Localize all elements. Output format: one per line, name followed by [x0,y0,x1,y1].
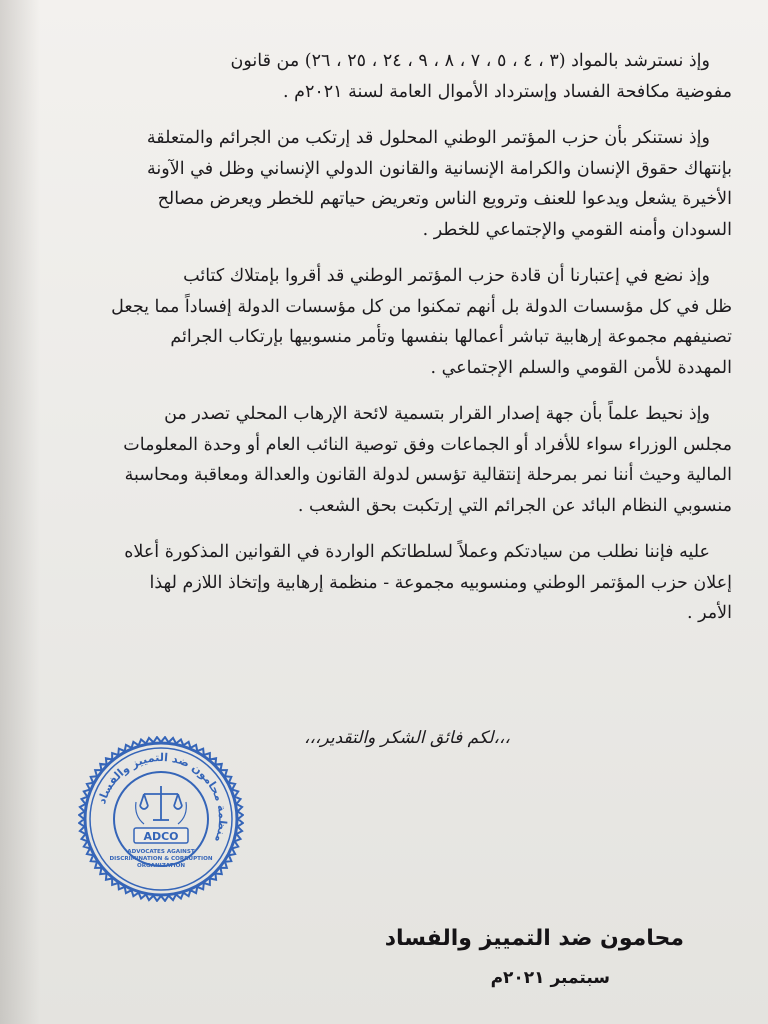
paragraph-line: وإذ نضع في إعتبارنا أن قادة حزب المؤتمر الوطني قد أقروا بإمتلاك كتائب [183,266,710,286]
signature-organization: محامون ضد التمييز والفساد [384,926,684,951]
stamp-org-line: ORGANIZATION [136,863,186,869]
letter-body [60,46,732,645]
stamp-org-line: ADVOCATES AGAINST [127,849,195,855]
scales-emblem-icon [136,786,187,824]
paragraph-1 [60,46,732,107]
organization-stamp [78,736,244,902]
paragraph-line: ظل في كل مؤسسات الدولة بل أنهم تمكنوا من كل مؤسسات الدولة إفساداً مما يجعل [111,296,732,317]
paragraph-line: مجلس الوزراء سواء للأفراد أو الجماعات وفق توصية النائب العام أو وحدة المعلومات [123,434,732,455]
paragraph-4 [60,399,732,521]
paragraph-line: الأخيرة يشعل ويدعوا للعنف وترويع الناس وتعريض حياتهم للخطر ويعرض مصالح [157,189,732,209]
paragraph-line: إعلان حزب المؤتمر الوطني ومنسوبيه مجموعة - منظمة إرهابية وإتخاذ اللازم لهذا [149,572,732,593]
paragraph-line: وإذ نستنكر بأن حزب المؤتمر الوطني المحلول قد إرتكب من الجرائم والمتعلقة [146,128,710,148]
paragraph-line: المالية وحيث أننا نمر بمرحلة إنتقالية تؤسس لدولة القانون والعدالة ومعاقبة ومحاسبة [124,465,732,485]
closing-greeting: ،،،لكم فائق الشكر والتقدير،،، [304,728,510,748]
stamp-org-line: DISCRIMINATION & CORRUPTION [109,856,213,862]
paragraph-2 [60,123,732,245]
paragraph-line: وإذ نسترشد بالمواد (٣ ، ٤ ، ٥ ، ٧ ، ٨ ، ٩ ، ٢٤ ، ٢٥ ، ٢٦) من قانون [230,51,710,71]
paragraph-5 [60,537,732,629]
page-shadow [0,0,40,1024]
stamp-seal-icon [78,736,244,902]
paragraph-3 [60,261,732,383]
paragraph-line: السودان وأمنه القومي والإجتماعي للخطر . [422,219,732,240]
paragraph-line: تصنيفهم مجموعة إرهابية تباشر أعمالها بنفسها وتأمر منسوبيها بإرتكاب الجرائم [170,327,732,347]
paragraph-line: وإذ نحيط علماً بأن جهة إصدار القرار بتسمية لائحة الإرهاب المحلي تصدر من [164,404,710,424]
stamp-abbreviation: ADCO [143,830,179,843]
paragraph-line: بإنتهاك حقوق الإنسان والكرامة الإنسانية والقانون الدولي الإنساني وظل في الآونة [147,158,732,179]
paragraph-line: الأمر . [687,603,732,623]
paragraph-line: منسوبي النظام البائد عن الجرائم التي إرتكبت بحق الشعب . [297,495,732,516]
paragraph-line: المهددة للأمن القومي والسلم الإجتماعي . [430,357,732,378]
paragraph-line: عليه فإننا نطلب من سيادتكم وعملاً لسلطاتكم الواردة في القوانين المذكورة أعلاه [124,542,710,562]
stamp-ring-text: منظمة محامون ضد التمييز والفساد [95,750,230,845]
document-date: سبتمبر ٢٠٢١م [490,968,610,988]
paragraph-line: مفوضية مكافحة الفساد وإسترداد الأموال العامة لسنة ٢٠٢١م . [282,81,732,102]
